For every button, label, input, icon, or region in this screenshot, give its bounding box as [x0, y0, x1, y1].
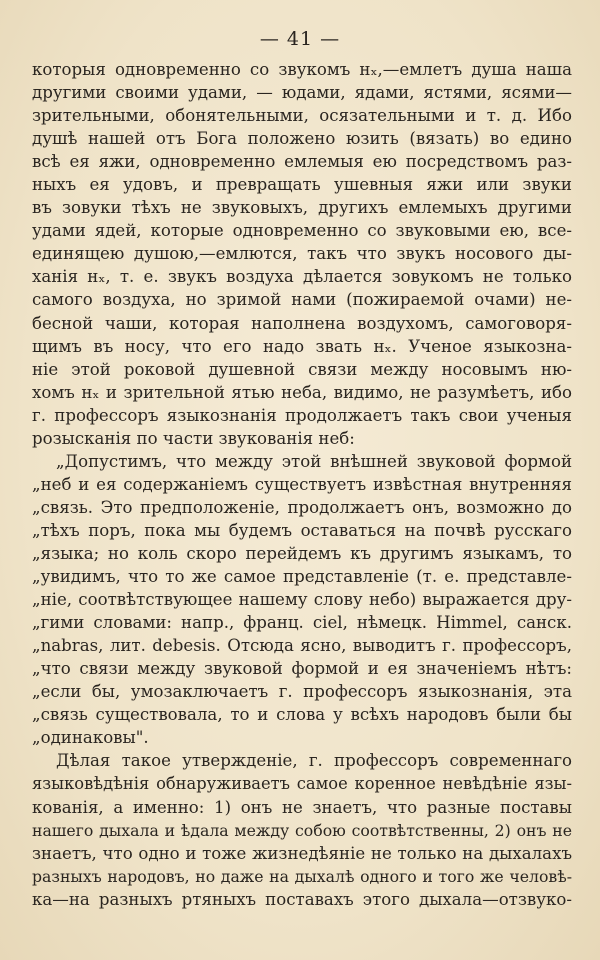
text-line: щимъ въ носу, что его надо звать нₓ. Ученое языкозна-: [32, 336, 572, 356]
text-line: „Допустимъ, что между этой внѣшней звуковой формой: [56, 451, 572, 471]
text-line: „nabras, лит. debesis. Отсюда ясно, выводитъ г. профессоръ,: [32, 636, 572, 656]
text-line: нашего дыхала и ѣдала между собою соотвѣтственны, 2) онъ не: [32, 820, 572, 840]
text-line: удами ядей, которые одновременно со звуковыми ею, все-: [32, 221, 572, 241]
text-line: „тѣхъ поръ, пока мы будемъ оставаться на почвѣ русскаго: [32, 520, 572, 540]
text-line: зрительными, обонятельными, осязательными и т. д. Ибо: [32, 106, 572, 126]
text-line: „связь. Это предположеніе, продолжаетъ онъ, возможно до: [32, 497, 572, 517]
text-line: разныхъ народовъ, но даже на дыхалѣ одного и того же человѣ-: [32, 866, 572, 886]
text-line: Дѣлая такое утвержденіе, г. профессоръ современнаго: [56, 751, 572, 771]
text-line: языковѣдѣнія обнаруживаетъ самое коренное невѣдѣніе язы-: [32, 774, 572, 794]
text-line: ныхъ ея удовъ, и превращать ушевныя яжи или звуки: [32, 175, 572, 195]
text-line: „неб и ея содержаніемъ существуетъ извѣстная внутренняя: [32, 474, 572, 494]
text-line: „увидимъ, что то же самое представленіе (т. е. представле-: [32, 567, 572, 587]
text-line: „связь существовала, то и слова у всѣхъ народовъ были бы: [32, 705, 572, 725]
text-line: единящею душою,—емлются, такъ что звукъ носового ды-: [32, 244, 572, 264]
text-line: ка—на разныхъ ртяныхъ поставахъ этого дыхала—отзвуко-: [32, 889, 572, 909]
text-line: „языка; но коль скоро перейдемъ къ другимъ языкамъ, то: [32, 543, 572, 563]
text-line: бесной чаши, которая наполнена воздухомъ, самоговоря-: [32, 313, 572, 333]
text-line: которыя одновременно со звукомъ нₓ,—емлетъ душа наша: [32, 60, 572, 79]
text-line: другими своими удами, — юдами, ядами, ястями, ясями—: [32, 83, 572, 103]
text-line: „что связи между звуковой формой и ея значеніемъ нѣтъ:: [32, 659, 572, 679]
text-line: въ зовуки тѣхъ не звуковыхъ, другихъ емлемыхъ другими: [32, 198, 572, 218]
text-line: „если бы, умозаключаетъ г. профессоръ языкознанія, эта: [32, 682, 572, 702]
text-line: ханія нₓ, т. е. звукъ воздуха дѣлается зовукомъ не только: [32, 267, 572, 287]
text-line: кованія, а именно: 1) онъ не знаетъ, что разные поставы: [32, 797, 572, 817]
text-line: знаетъ, что одно и тоже жизнедѣяніе не только на дыхалахъ: [32, 843, 572, 863]
text-line: „ніе, соотвѣтствующее нашему слову небо) выражается дру-: [32, 590, 572, 610]
text-line: г. профессоръ языкознанія продолжаетъ такъ свои ученыя: [32, 405, 572, 425]
page-number: — 41 —: [259, 28, 341, 50]
text-line: „гими словами: напр., франц. ciel, нѣмецк. Himmel, санск.: [32, 613, 572, 633]
text-line: „одинаковы".: [32, 728, 149, 748]
text-line: душѣ нашей отъ Бога положено юзить (вязать) во едино: [32, 129, 572, 149]
text-line: хомъ нₓ и зрительной ятью неба, видимо, не разумѣетъ, ибо: [32, 382, 572, 402]
text-line: всѣ ея яжи, одновременно емлемыя ею посредствомъ раз-: [32, 152, 572, 172]
body-text: [32, 58, 572, 911]
text-line: ніе этой роковой душевной связи между носовымъ ню-: [32, 359, 572, 379]
text-line: самого воздуха, но зримой нами (пожираемой очами) не-: [32, 290, 572, 310]
text-line: розысканія по части звукованія неб:: [32, 428, 355, 448]
